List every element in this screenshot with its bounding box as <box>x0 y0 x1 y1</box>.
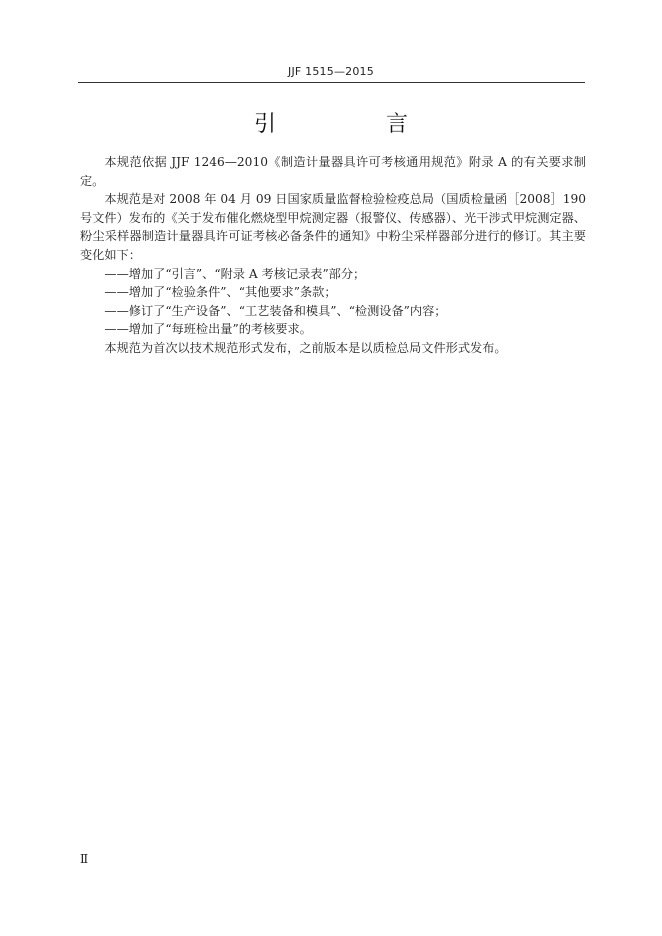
change-item-2: ——增加了“检验条件”、“其他要求”条款； <box>104 285 337 300</box>
change-item-3: ——修订了“生产设备”、“工艺装备和模具”、“检测设备”内容； <box>104 303 447 318</box>
paragraph-release-note: 本规范为首次以技术规范形式发布，之前版本是以质检总局文件形式发布。 <box>104 340 507 355</box>
standard-code: JJF 1515—2015 <box>288 65 374 78</box>
page-title: 引 言 <box>253 112 452 137</box>
change-item-1: ——增加了“引言”、“附录 A 考核记录表”部分； <box>104 266 366 281</box>
paragraph-revision: 本规范是对 2008 年 04 月 09 日国家质量监督检验检疫总局（国质检量函［2008］190 号文件）发布的《关于发布催化燃烧型甲烷测定器（报警仪、传感器）、光干涉式甲烷测定器、粉尘采样器制造计量器具许可证考核必备条件的通知》中粉尘采样器部分进行的修订。其主要变化如下： <box>80 192 586 262</box>
header-divider <box>78 82 585 83</box>
paragraph-basis: 本规范依据 JJF 1246—2010《制造计量器具许可考核通用规范》附录 A 的有关要求制定。 <box>80 155 586 188</box>
page-number: Ⅱ <box>80 852 89 866</box>
document-body <box>80 153 586 358</box>
change-item-4: ——增加了“每班检出量”的考核要求。 <box>104 322 312 337</box>
